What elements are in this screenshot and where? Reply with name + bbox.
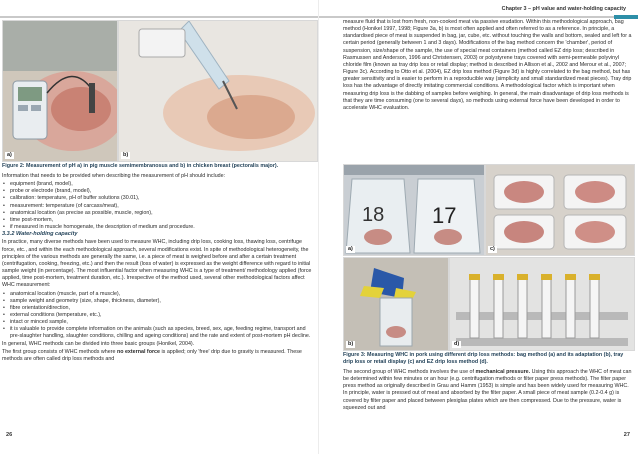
list-item: • equipment (brand, model), — [2, 181, 314, 188]
page-number-left: 26 — [6, 432, 13, 438]
figure3c-photo — [485, 164, 635, 256]
figure2b-label: b) — [123, 152, 129, 158]
right-top-column — [343, 19, 633, 113]
header-rule-right — [319, 16, 638, 18]
figure2b-photo — [118, 20, 318, 162]
figure3b-photo — [343, 257, 449, 351]
bag-adaptation-image — [344, 258, 448, 350]
running-head: Chapter 3 – pH value and water-holding capacity — [501, 6, 626, 12]
tray-drip-loss-image — [486, 165, 634, 255]
drip-loss-paragraph: measure fluid that is lost from fresh, non-cooked meat via passive exudation. Within this methodological approach, bag method (Honikel 1997, 1998; Figure 3a, b) is most often applied and often referred to as a reference. In principle, a standardised piece of meat is suspended in bag, jar, cube, etc. without touching the walls and bottom, sealed and left for a certain period (generally between 1 and 3 days). Modifications of the bag method concern the 'chamber', period of suspension, size/shape of the sample, the use of special meat containers (method called EZ drip loss; described in Rasmussen and Anderson, 1996 and Christensen, 2003) or polystyrene trays covered with semi-permeable polyvinyl chloride film (known as tray drip loss or retail display; method is described in Allison et al., 2002 and Merour et al., 2007; Figure 3c). According to Otto et al. (2004), EZ drip loss method (Figure 3d) is highly correlated to the bag method, but has greater sensitivity and is easier to perform in a reproducible way (simplicity and small standardized meat pieces). Tray drip loss has the advantage of directly imitating commercial conditions. A methodological factor which is important when measuring drip loss is the dabbing of samples before weighing. In general, the main disadvantage of drip loss methods is that they are time consuming (one to several days), so methods using external force have been developed in order to accelerate WHC evaluation. — [343, 19, 632, 111]
figure3d-photo — [449, 257, 635, 351]
bag-number-17: 17 — [432, 203, 457, 228]
list-item: • probe or electrode (brand, model), — [2, 188, 314, 195]
header-rule-left — [0, 16, 319, 18]
figure3-caption: Figure 3: Measuring WHC in pork using different drip loss methods: bag method (a) and its adaptation (b), tray drip loss or retail display (c) and EZ drip loss method (d). — [343, 352, 624, 365]
first-group-text: The first group consists of WHC methods where — [2, 348, 117, 355]
second-group-emphasis: mechanical pressure. — [475, 369, 531, 375]
ez-drip-loss-image — [450, 258, 634, 350]
figure3d-label: d) — [454, 341, 460, 347]
list-item: • fibre orientation/direction, — [2, 305, 314, 312]
list-item: • if measured in muscle homogenate, the description of medium and procedure. — [2, 224, 314, 231]
chicken-breast-image — [119, 21, 317, 161]
first-group-emphasis: no external force — [116, 348, 160, 355]
whc-paragraph: In practice, many diverse methods have been used to measure WHC, including drip loss, cooking loss, thawing loss, centrifuge force, etc., and within the each methodological approach, several modifications exist. In spite of methodological heterogeneity, the principles of the various methods are generally the same, i.e. a piece of meat is weighed before and after a certain treatment (centrifugation, cooking, freezing, etc.) and then the result (loss of water) is expressed as the weight difference with regard to initial sample weight (in percentage). The most influential factor when measuring WHC is a type of treatment/ methodology applied (force applied, time post-mortem, treatment duration, etc.). Irrespective of the method used, several other methodological factors affect WHC measurement: — [2, 239, 312, 289]
figure2a-label: a) — [7, 152, 12, 158]
list-item: • anatomical location (muscle, part of a muscle), — [2, 291, 314, 298]
second-group-text-end: Using this approach the WHC of meat can be determined within few minutes or an hour (e.g. centrifugation methods or filter paper press methods). The filter paper press method as originally described in Grau and Hamm (1953) is simple and has been widely used for measuring WHC. In principle, water is pressed out of meat and absorbed by the filter paper. A small piece of meat sample (0.2-0.4 g) is covered by filter paper and placed between plexiglas plates which are then compressed. Due to the pressure, water is squeezed out and — [343, 369, 632, 411]
left-text-column — [2, 163, 314, 364]
ph-meter-image — [3, 21, 117, 161]
page-number-right: 27 — [623, 432, 630, 438]
figure3c-label: c) — [490, 246, 495, 252]
figure2-caption: Figure 2: Measurement of pH a) in pig muscle semimembranosus and b) in chicken breast (pectoralis major). — [2, 163, 279, 169]
section-heading-whc: 3.3.2 Water-holding capacity — [2, 231, 78, 238]
second-group-paragraph — [343, 369, 633, 412]
bag-method-image — [344, 165, 484, 255]
right-bottom-column — [343, 352, 633, 413]
list-item: • calibration: temperature, pH of buffer solutions (30.01), — [2, 195, 314, 202]
list-item: • intact or minced sample, — [2, 319, 314, 326]
bag-number-18: 18 — [362, 204, 385, 226]
first-group-paragraph — [2, 349, 314, 363]
figure3a-label: a) — [348, 246, 353, 252]
ph-info-list — [2, 181, 314, 231]
second-group-text: The second group of WHC methods involves the use of — [343, 369, 476, 375]
whc-factor-list — [2, 291, 314, 341]
figure3a-photo — [343, 164, 485, 256]
list-item: • time post-mortem, — [2, 217, 314, 224]
right-page — [319, 0, 638, 454]
list-item: • measurement: temperature (of carcass/meat), — [2, 203, 314, 210]
list-item: • anatomical location (as precise as possible, muscle, region), — [2, 210, 314, 217]
first-group-text-end: is applied; only 'free' drip due to gravity is measured. These methods are often called drip loss methods and — [2, 348, 302, 362]
list-item: • external conditions (temperature, etc.), — [2, 312, 314, 319]
list-item: • sample weight and geometry (size, shape, thickness, diameter), — [2, 298, 314, 305]
list-item: • it is valuable to provide complete information on the animals (such as species, breed, sex, age, feeding regime, transport and pre-slaughter handling, slaughter conditions, chilling and ageing conditions) and the rate and extent of post-mortem pH decline. — [2, 326, 314, 340]
figure3b-label: b) — [348, 341, 354, 347]
ph-intro: Information that needs to be provided when describing the measurement of pH should include: — [2, 173, 226, 179]
figure2a-photo — [2, 20, 118, 162]
general-paragraph: In general, WHC methods can be divided into three basic groups (Honikel, 2004). — [2, 340, 195, 347]
